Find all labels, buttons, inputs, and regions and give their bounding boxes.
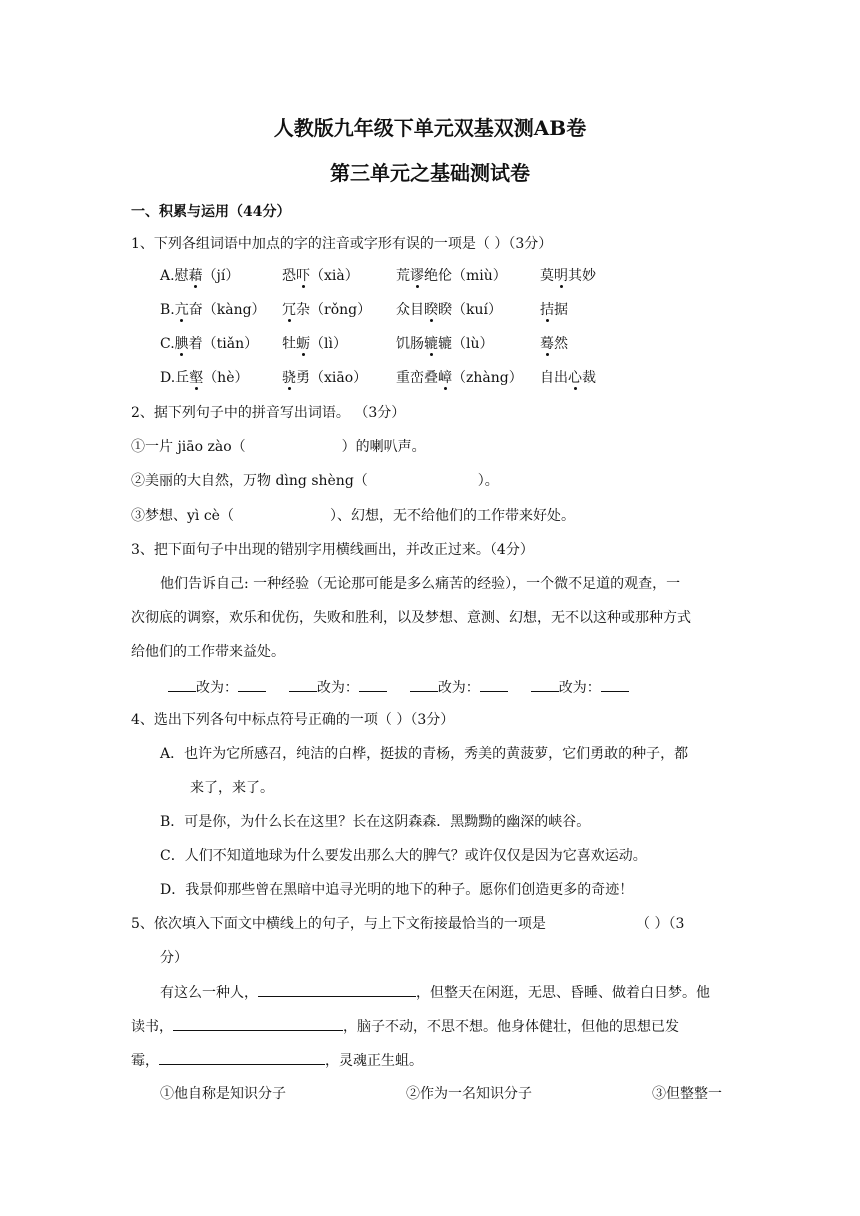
question-4-option-a: A．也许为它所感召，纯洁的白桦，挺拔的青杨，秀美的黄菠萝，它们勇敢的种子，都 — [160, 746, 689, 762]
question-4-option-d: D．我景仰那些曾在黑暗中追寻光明的地下的种子。愿你们创造更多的奇迹！ — [160, 882, 634, 898]
document-subtitle: 第三单元之基础测试卷 — [330, 161, 530, 185]
answer-blank[interactable] — [159, 1050, 325, 1065]
question-5-stem: 5、依次填入下面文中横线上的句子，与上下文衔接最恰当的一项是 — [131, 916, 546, 932]
option-c-word-3: 饥肠辘辘（lù） — [396, 336, 494, 352]
option-d-word-4: 自出心裁 — [540, 370, 596, 386]
answer-blank[interactable] — [168, 677, 196, 692]
option-b-word-3: 众目睽睽（kuí） — [396, 302, 502, 318]
question-3-paragraph-line: 他们告诉自己: 一种经验（无论那可能是多么痛苦的经验），一个微不足道的观查，一 — [160, 576, 681, 592]
question-3-paragraph-line: 给他们的工作带来益处。 — [131, 644, 285, 660]
answer-blank[interactable] — [480, 677, 508, 692]
option-c-word-1: C.腆着（tiǎn） — [160, 336, 259, 352]
section-heading: 一、积累与运用（44分） — [131, 204, 291, 220]
question-5-paragraph-line: 有这么一种人， ，但整天在闲逛，无思、昏睡、做着白日梦。他 — [160, 982, 710, 1003]
option-d-word-1: D.丘壑（hè） — [160, 370, 249, 386]
question-4-option-c: C．人们不知道地球为什么要发出那么大的脾气？或许仅仅是因为它喜欢运动。 — [160, 848, 647, 864]
option-a-word-4: 莫明其妙 — [540, 268, 596, 284]
question-3-stem: 3、把下面句子中出现的错别字用横线画出，并改正过来。（4分） — [131, 542, 534, 558]
answer-blank[interactable] — [238, 677, 266, 692]
option-d-word-2: 骁勇（xiāo） — [282, 370, 368, 386]
question-2-sentence-2: ②美丽的大自然，万物 dìng shèng（ ）。 — [131, 473, 499, 489]
answer-blank[interactable] — [173, 1016, 343, 1031]
question-3-corrections: 改为： 改为： 改为： 改为： — [168, 677, 629, 698]
question-4-option-a-cont: 来了，来了。 — [190, 780, 274, 796]
question-5-paragraph-line: 读书， ，脑子不动，不思不想。他身体健壮，但他的思想已发 — [131, 1016, 679, 1037]
question-5-stem-cont: 分） — [160, 950, 188, 966]
question-5-answer-paren: （ ）（3 — [636, 916, 685, 932]
question-5-paragraph-line: 霉， ，灵魂正生蛆。 — [131, 1050, 423, 1071]
answer-blank[interactable] — [258, 982, 416, 997]
question-2-stem: 2、据下列句子中的拼音写出词语。 （3分） — [131, 405, 406, 421]
question-1-stem: 1、下列各组词语中加点的字的注音或字形有误的一项是（ ）（3分） — [131, 236, 553, 252]
option-a-word-3: 荒谬绝伦（miù） — [396, 268, 507, 284]
option-d-word-3: 重峦叠嶂（zhàng） — [396, 370, 523, 386]
option-a-word-2: 恐吓（xià） — [282, 268, 359, 284]
question-3-paragraph-line: 次彻底的调察，欢乐和优伤，失败和胜利，以及梦想、意测、幻想，无不以这种或那种方式 — [131, 610, 691, 626]
question-5-choice-2: ②作为一名知识分子 — [406, 1086, 532, 1102]
answer-blank[interactable] — [601, 677, 629, 692]
option-a-word-1: A.慰藉（jí） — [160, 268, 240, 284]
question-4-stem: 4、选出下列各句中标点符号正确的一项（ ）（3分） — [131, 712, 455, 728]
option-c-word-4: 蓦然 — [540, 336, 568, 352]
question-2-sentence-3: ③梦想、yì cè（ ）、幻想，无不给他们的工作带来好处。 — [131, 508, 575, 524]
option-b-word-4: 拮据 — [540, 302, 568, 318]
option-c-word-2: 牡蛎（lì） — [282, 336, 347, 352]
option-b-word-1: B.亢奋（kàng） — [160, 302, 266, 318]
question-2-sentence-1: ①一片 jiāo zào（ ）的喇叭声。 — [131, 439, 426, 455]
answer-blank[interactable] — [410, 677, 438, 692]
answer-blank[interactable] — [289, 677, 317, 692]
question-5-choice-1: ①他自称是知识分子 — [160, 1086, 286, 1102]
question-5-choice-3: ③但整整一 — [652, 1086, 722, 1102]
answer-blank[interactable] — [531, 677, 559, 692]
document-title: 人教版九年级下单元双基双测AB卷 — [273, 116, 587, 140]
answer-blank[interactable] — [359, 677, 387, 692]
option-b-word-2: 冗杂（rǒng） — [282, 302, 372, 318]
question-4-option-b: B．可是你，为什么长在这里？长在这阴森森．黑黝黝的幽深的峡谷。 — [160, 814, 591, 830]
